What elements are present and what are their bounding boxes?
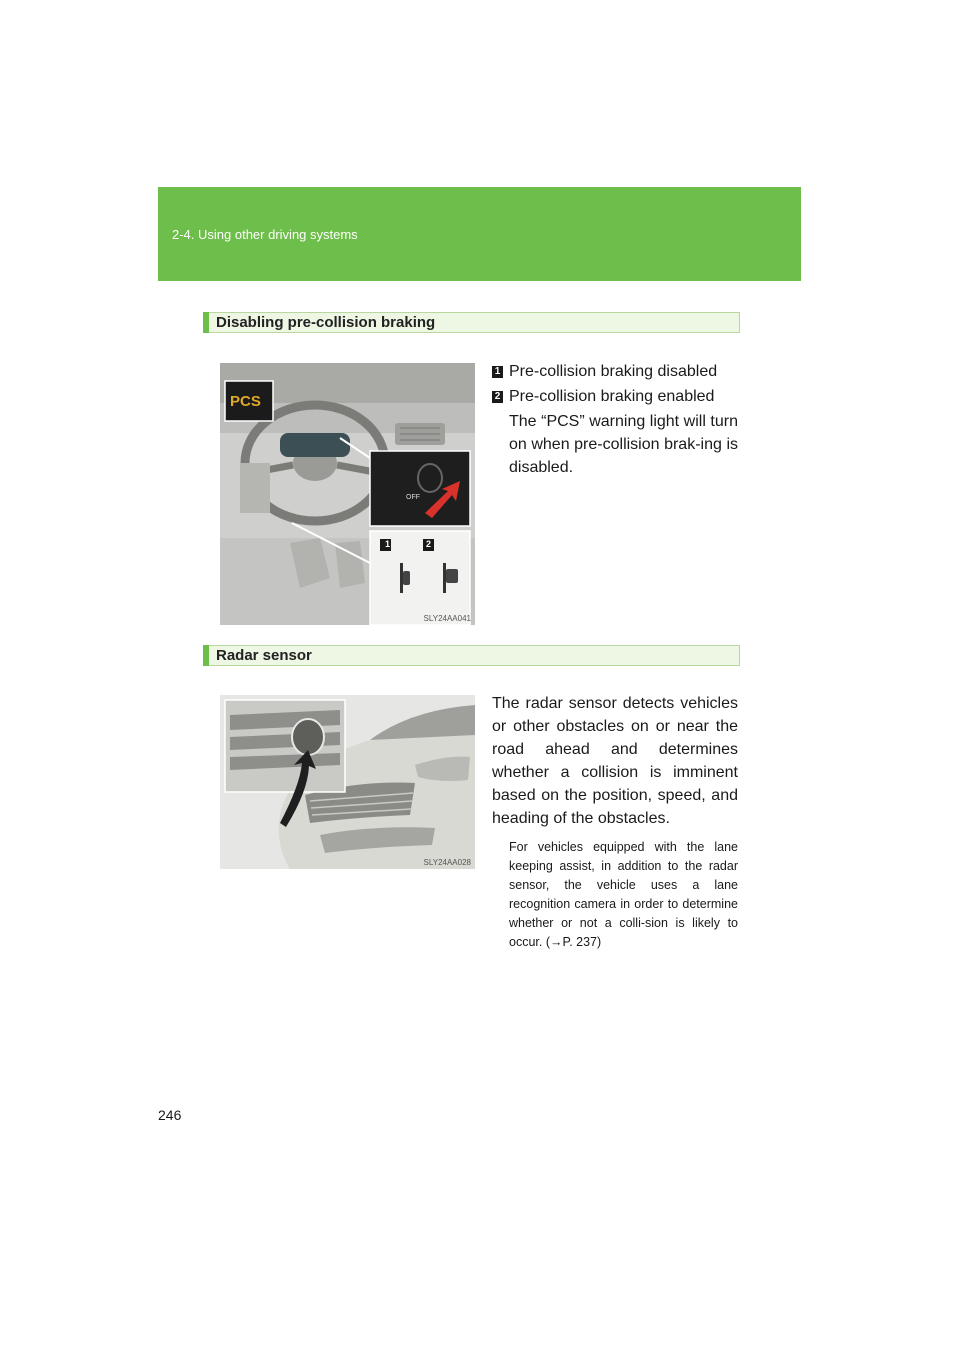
section-title: Disabling pre-collision braking <box>216 314 436 331</box>
figure-code: SLY24AA028 <box>423 858 471 867</box>
chapter-title: 2-4. Using other driving systems <box>172 227 358 242</box>
chapter-header <box>158 187 801 281</box>
pcs-label: PCS <box>230 393 261 410</box>
figure-code: SLY24AA041 <box>423 614 471 623</box>
radar-sensor-illustration <box>220 695 475 869</box>
number-badge: 2 <box>492 391 503 403</box>
callout-1: 1 <box>384 539 390 549</box>
radar-sensor-description: The radar sensor detects vehicles or other obstacles on or near the road ahead and determines whether a collision is imminent based on the position, speed, and heading of the obstacles. <box>492 695 738 827</box>
callout-2: 2 <box>425 539 431 549</box>
page-number: 246 <box>158 1107 182 1123</box>
legend-text: Pre-collision braking enabled <box>509 388 715 405</box>
section-heading-disabling-pcs <box>203 312 740 333</box>
section-title: Radar sensor <box>216 647 312 664</box>
number-badge: 1 <box>492 366 503 378</box>
legend-text: Pre-collision braking disabled <box>509 363 718 380</box>
legend-item-2 <box>492 388 714 406</box>
off-label: OFF <box>406 494 420 501</box>
section-heading-radar-sensor <box>203 645 740 666</box>
section-accent <box>203 645 209 666</box>
car-front-drawing <box>220 695 475 869</box>
dashboard-illustration <box>220 363 475 625</box>
pcs-warning-description: The “PCS” warning light will turn on when pre-collision brak-ing is disabled. <box>509 413 738 476</box>
lane-keeping-note: For vehicles equipped with the lane keeping assist, in addition to the radar sensor, the vehicle uses a lane recognition camera in order to determine whether or not a colli-sion is likely to occur. (→P. 237) <box>509 840 738 949</box>
section-accent <box>203 312 209 333</box>
legend-item-1 <box>492 363 717 381</box>
